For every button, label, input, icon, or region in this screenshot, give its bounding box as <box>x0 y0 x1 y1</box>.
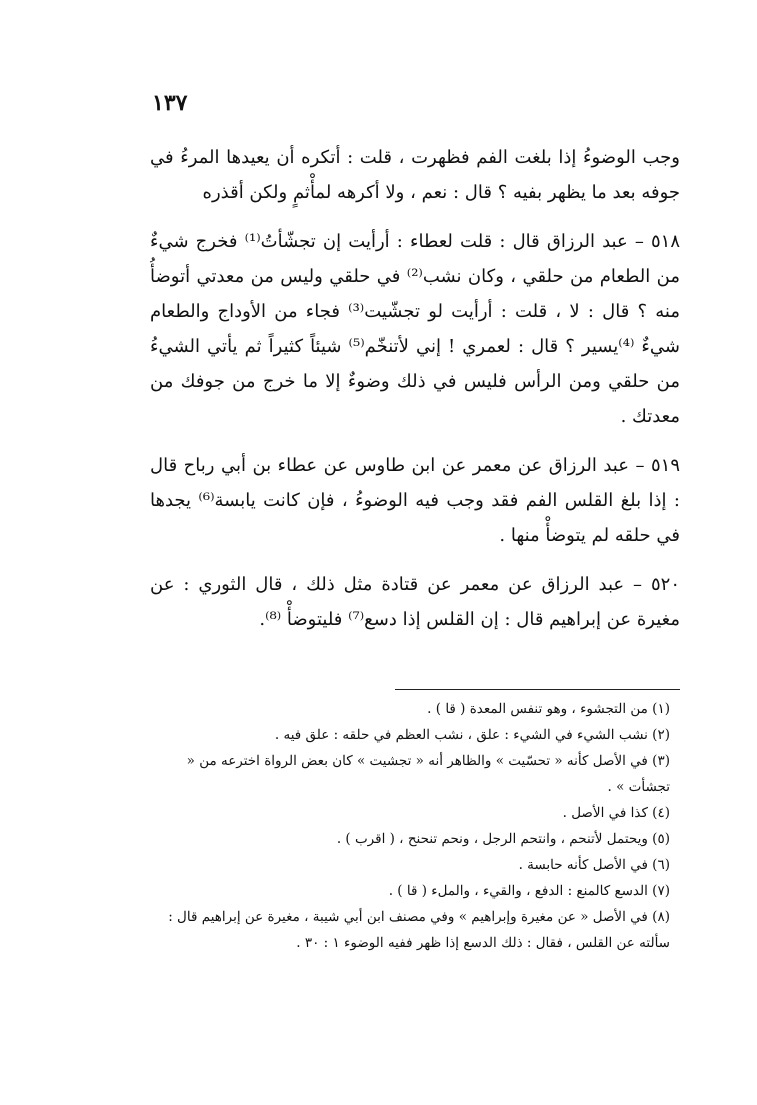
paragraph-520: ٥٢٠ – عبد الرزاق عن معمر عن قتادة مثل ذلك ، قال الثوري : عن مغيرة عن إبراهيم قال : إن القلس إذا دسع⁽⁷⁾ فليتوضأْ ⁽⁸⁾. <box>150 574 680 630</box>
page-number: ١٣٧ <box>152 90 188 116</box>
footnotes <box>150 696 680 956</box>
footnote-3: (٣) في الأصل كأنه « تحسّيت » والظاهر أنه « تجشيت » كان بعض الرواة اخترعه من « تجشأت » . <box>186 753 670 795</box>
footnote-1: (١) من التجشوء ، وهو تنفس المعدة ( قا ) . <box>427 701 670 717</box>
footnote-6: (٦) في الأصل كأنه حابسة . <box>518 857 670 873</box>
footnote-4: (٤) كذا في الأصل . <box>562 805 670 821</box>
footnote-8: (٨) في الأصل « عن مغيرة وإبراهيم » وفي مصنف ابن أبي شيبة ، مغيرة عن إبراهيم قال : سألته عن القلس ، فقال : ذلك الدسع إذا ظهر ففيه الوضوء ١ : ٣٠ . <box>168 909 670 951</box>
paragraph-518: ٥١٨ – عبد الرزاق قال : قلت لعطاء : أرأيت إن تجشّأتُ⁽¹⁾ فخرج شيءٌ من الطعام من حلقي ، وكان نشب⁽²⁾ في حلقي وليس من معدتي أتوضأُ منه ؟ قال : لا ، قلت : أرأيت لو تجشّيت⁽³⁾ فجاء من الأوداج والطعام شيءٌ ⁽⁴⁾يسير ؟ قال : لعمري ! إني لأتنخّم⁽⁵⁾ شيئاً كثيراً ثم يأتي الشيءُ من حلقي ومن الرأس فليس في ذلك وضوءٌ إلا ما خرج من جوفك من معدتك . <box>150 231 681 427</box>
footnote-divider <box>395 689 680 690</box>
footnote-5: (٥) ويحتمل لأتنحم ، وانتحم الرجل ، ونحم تنحنح ، ( اقرب ) . <box>336 831 670 847</box>
footnote-2: (٢) نشب الشيء في الشيء : علق ، نشب العظم في حلقه : علق فيه . <box>274 727 670 743</box>
paragraph-continuation: وجب الوضوءُ إذا بلغت الفم فظهرت ، قلت : أتكره أن يعيدها المرءُ في جوفه بعد ما يظهر بفيه ؟ قال : نعم ، ولا أكرهه لمأْثمٍ ولكن أقذره <box>150 147 680 203</box>
main-text <box>150 140 680 651</box>
paragraph-519: ٥١٩ – عبد الرزاق عن معمر عن ابن طاوس عن عطاء بن أبي رباح قال : إذا بلغ القلس الفم فقد وجب فيه الوضوءُ ، فإن كانت يابسة⁽⁶⁾ يجدها في حلقه لم يتوضأْ منها . <box>150 455 680 546</box>
footnote-7: (٧) الدسع كالمنع : الدفع ، والقيء ، والملء ( قا ) . <box>388 883 670 899</box>
